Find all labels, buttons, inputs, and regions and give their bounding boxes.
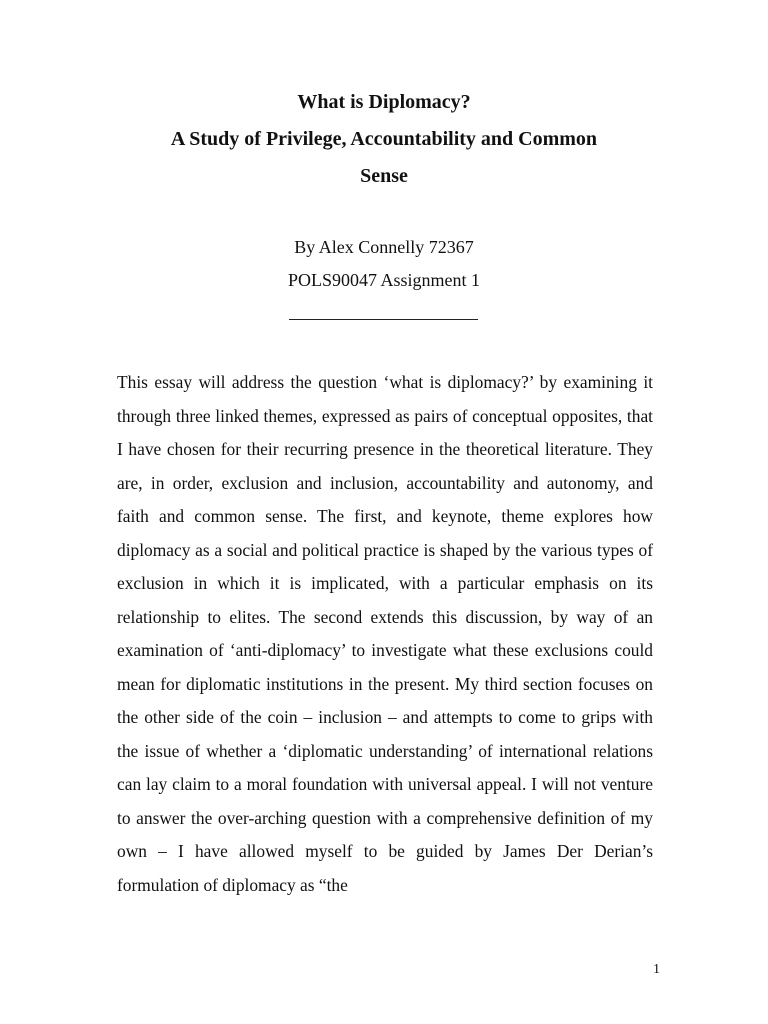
author-info (0, 231, 768, 297)
title-line-2: A Study of Privilege, Accountability and Common (170, 128, 598, 150)
body-paragraph: This essay will address the question ‘what is diplomacy?’ by examining it through three linked themes, expressed as pairs of conceptual opposites, that I have chosen for their recurring presence in the theoretical literature. They are, in order, exclusion and inclusion, accountability and autonomy, and faith and common sense. The first, and keynote, theme explores how diplomacy as a social and political practice is shaped by the various types of exclusion in which it is implicated, with a particular emphasis on its relationship to elites. The second extends this discussion, by way of an examination of ‘anti-diplomacy’ to investigate what these exclusions could mean for diplomatic institutions in the present. My third section focuses on the other side of the coin – inclusion – and attempts to come to grips with the issue of whether a ‘diplomatic understanding’ of international relations can lay claim to a moral foundation with universal appeal. I will not venture to answer the over-arching question with a comprehensive definition of my own – I have allowed myself to be guided by James Der Derian’s formulation of diplomacy as “the (117, 372, 653, 895)
page-number: 1 (653, 962, 660, 977)
title-line-1: What is Diplomacy? (297, 91, 471, 113)
title-divider (289, 319, 478, 320)
document-title (0, 84, 768, 195)
title-line-3: Sense (360, 165, 408, 187)
author-line: By Alex Connelly 72367 (294, 237, 474, 257)
assignment-line: POLS90047 Assignment 1 (287, 270, 481, 290)
